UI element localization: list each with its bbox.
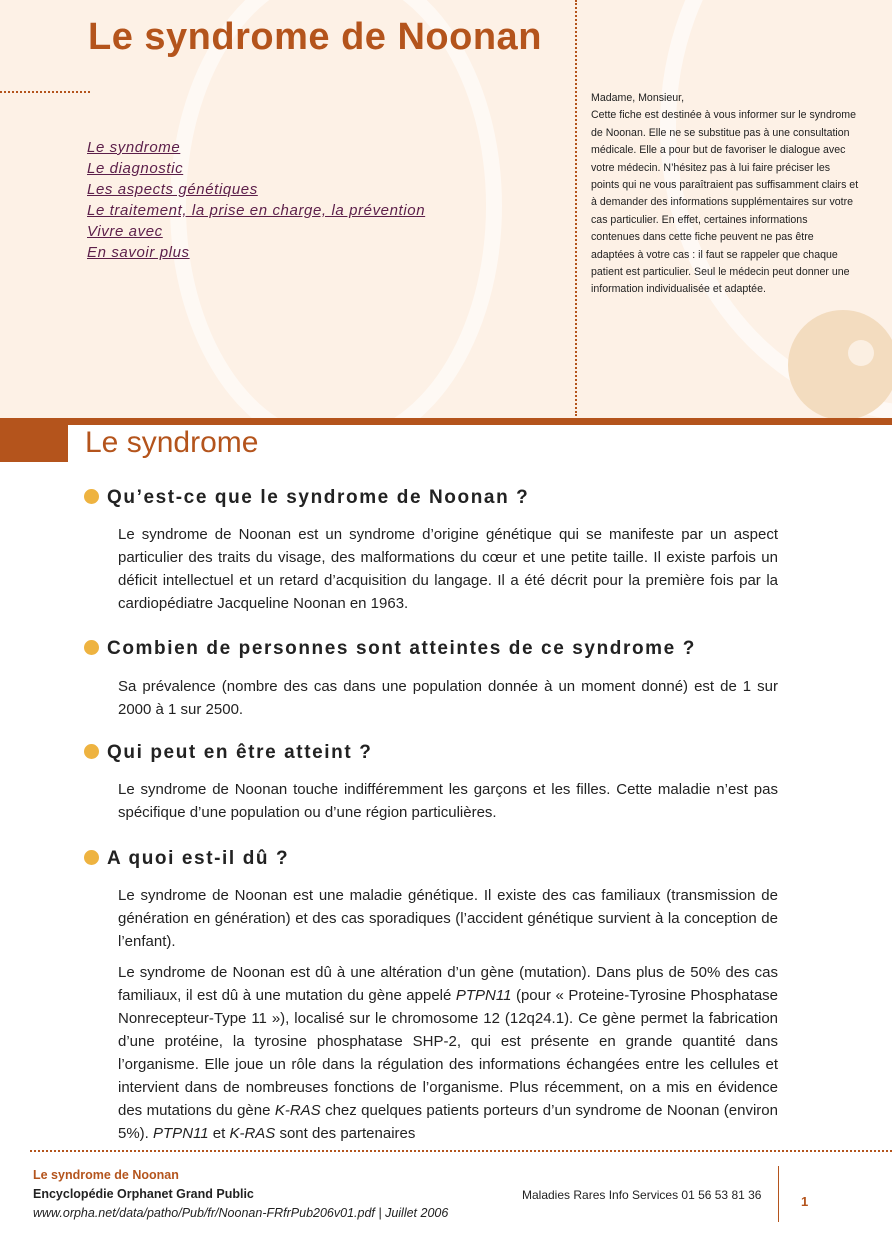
page-number: 1 [801,1194,809,1209]
toc-link-vivre-avec[interactable]: Vivre avec [87,223,163,240]
toc-link-syndrome[interactable]: Le syndrome [87,139,181,156]
question-heading [84,638,696,660]
question-text: Qui peut en être atteint ? [107,742,373,763]
toc-link-diagnostic[interactable]: Le diagnostic [87,160,184,177]
gene-name: K-RAS [274,1102,321,1119]
section-title: Le syndrome [85,426,259,459]
title-divider [0,91,90,93]
bullet-icon [84,640,99,655]
answer-paragraph: Le syndrome de Noonan touche indifféremment les garçons et les filles. Cette maladie n’est pas spécifique d’une population ou d’une région particulières. [118,781,778,821]
answer-paragraph: Sa prévalence (nombre des cas dans une population donnée à un moment donné) est de 1 sur 2000 à 1 sur 2500. [118,678,778,718]
footer-separator [778,1166,779,1222]
question-heading [84,487,529,509]
intro-greeting: Madame, Monsieur, [591,92,685,104]
table-of-contents [87,139,425,265]
bullet-icon [84,850,99,865]
decorative-dot [848,340,874,366]
column-divider [575,0,577,416]
intro-text: Cette fiche est destinée à vous informer sur le syndrome de Noonan. Elle ne se substitue pas à une consultation médicale. Elle a pour but de favoriser le dialogue avec votre médecin. N’hésitez pas à lui faire préciser les points qui ne vous paraîtraient pas suffisamment clairs et à demander des informations supplémentaires sur votre cas particulier. En effet, certaines informations contenues dans cette fiche peuvent ne pas être adaptées à votre cas : il faut se rappeler que chaque patient est particulier. Seul le médecin peut donner une information individualisée et adaptée. [591,109,859,296]
question-heading [84,742,372,764]
paragraph-text: Le syndrome de Noonan est dû à une altération d’un gène (mutation). Dans plus de 50% des cas familiaux, il est dû à une mutation du gène appelé [118,964,778,1004]
answer-paragraph: Le syndrome de Noonan est un syndrome d’origine génétique qui se manifeste par un aspect particulier des traits du visage, des malformations du cœur et une petite taille. Il existe parfois un déficit intellectuel et un retard d’acquisition du langage. Il a été décrit pour la première fois par la cardiopédiatre Jacqueline Noonan en 1963. [118,526,778,612]
footer-service: Maladies Rares Info Services 01 56 53 81 36 [522,1188,762,1202]
gene-name: PTPN11 [153,1125,209,1142]
footer-divider [30,1150,892,1152]
page-title: Le syndrome de Noonan [88,16,542,58]
paragraph-text: et [208,1125,230,1142]
answer-paragraph: Le syndrome de Noonan est une maladie génétique. Il existe des cas familiaux (transmission de génération en génération) et des cas sporadiques (l’accident génétique survient à la conception de l’enfant). [118,887,778,950]
paragraph-text: chez quelques patients porteurs d’un syndrome de Noonan (environ 5%). [118,1102,778,1142]
footer-title: Le syndrome de Noonan [33,1168,179,1182]
question-text: Combien de personnes sont atteintes de ce syndrome ? [107,638,696,659]
toc-link-en-savoir-plus[interactable]: En savoir plus [87,244,190,261]
header-banner [0,0,892,418]
toc-link-genetique[interactable]: Les aspects génétiques [87,181,258,198]
paragraph-text: sont des partenaires [275,1125,416,1142]
decorative-disc [788,310,892,418]
gene-name: PTPN11 [455,987,512,1004]
footer-url[interactable]: www.orpha.net/data/patho/Pub/fr/Noonan-FRfrPub206v01.pdf | Juillet 2006 [33,1206,449,1220]
bullet-icon [84,744,99,759]
footer-subtitle: Encyclopédie Orphanet Grand Public [33,1187,254,1201]
section-accent-block [0,418,68,462]
toc-link-traitement[interactable]: Le traitement, la prise en charge, la prévention [87,202,426,219]
question-text: Qu’est-ce que le syndrome de Noonan ? [107,487,530,508]
section-accent-line [68,418,892,425]
question-text: A quoi est-il dû ? [107,848,290,869]
gene-name: K-RAS [229,1125,276,1142]
intro-box [591,90,859,299]
paragraph-text: (pour « Proteine-Tyrosine Phosphatase Nonrecepteur-Type 11 »), localisé sur le chromosome 12 (12q24.1). Ce gène permet la fabrication d’une protéine, la tyrosine phosphatase SHP-2, qui est présente en grande quantité dans l’organisme. Elle joue un rôle dans la régulation des informations échangées entre les cellules et intervient dans de nombreuses fonctions de l’organisme. Plus récemment, on a mis en évidence des mutations du gène [118,987,778,1119]
answer-paragraph [118,961,778,1145]
question-heading [84,848,289,870]
bullet-icon [84,489,99,504]
